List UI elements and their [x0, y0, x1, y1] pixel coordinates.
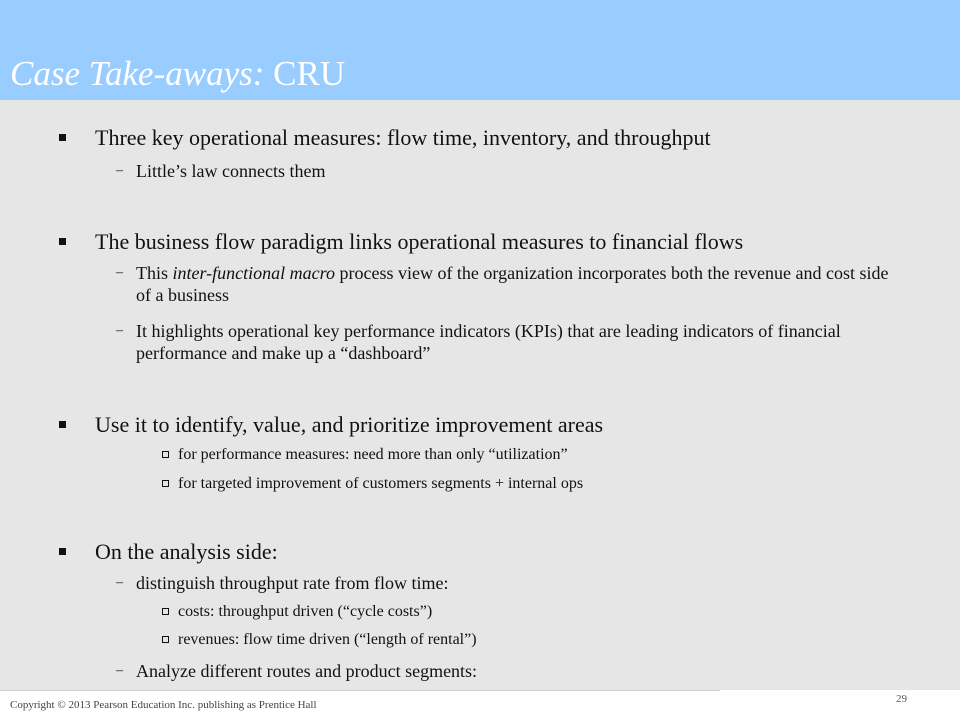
sub-bullet-throughput-vs-flow [116, 572, 896, 594]
checkbox-bullet-icon [162, 480, 169, 487]
sub-bullet-text: Little’s law connects them [136, 161, 326, 181]
bullet-business-flow [95, 230, 743, 254]
title-italic: Case Take-aways: [10, 54, 265, 93]
slide-footer [0, 690, 960, 720]
footer-divider [0, 690, 720, 691]
sub-bullet-text: It highlights operational key performance indicators (KPIs) that are leading indicators of financial performance and make up a “dashboard” [136, 321, 841, 363]
bullet-text: Use it to identify, value, and prioritize improvement areas [95, 412, 604, 437]
sub-bullet-text-pre: This [136, 263, 173, 283]
sub-sub-bullet-utilization [178, 445, 568, 465]
sub-sub-bullet-segments [178, 474, 583, 494]
checkbox-bullet-icon [162, 636, 169, 643]
bullet-operational-measures [95, 126, 711, 150]
square-bullet-icon [59, 238, 66, 245]
dash-bullet-icon: – [116, 323, 123, 338]
sub-bullet-text: Analyze different routes and product segments: [136, 661, 478, 681]
sub-bullet-text-post: process view of the organization incorporates both the revenue and cost side of a business [136, 263, 889, 305]
sub-sub-bullet-text: costs: throughput driven (“cycle costs”) [178, 603, 433, 620]
sub-sub-bullet-revenues [178, 630, 477, 650]
sub-sub-bullet-text: for performance measures: need more than only “utilization” [178, 446, 568, 463]
sub-sub-bullet-costs [178, 602, 432, 622]
dash-bullet-icon: – [116, 163, 123, 178]
sub-bullet-kpis [116, 320, 896, 364]
square-bullet-icon [59, 134, 66, 141]
bullet-text: On the analysis side: [95, 539, 278, 564]
square-bullet-icon [59, 548, 66, 555]
bullet-analysis-side [95, 540, 278, 564]
dash-bullet-icon: – [116, 663, 123, 678]
sub-bullet-littles-law [116, 160, 896, 182]
title-rest: CRU [264, 54, 346, 93]
checkbox-bullet-icon [162, 608, 169, 615]
sub-bullet-text: distinguish throughput rate from flow time: [136, 573, 449, 593]
square-bullet-icon [59, 421, 66, 428]
page-number: 29 [896, 693, 907, 705]
bullet-text: The business flow paradigm links operational measures to financial flows [95, 229, 744, 254]
copyright-text: Copyright © 2013 Pearson Education Inc. publishing as Prentice Hall [10, 699, 317, 711]
sub-bullet-routes-segments [116, 660, 896, 682]
sub-bullet-macro-process [116, 262, 896, 306]
bullet-improvement-areas [95, 413, 603, 437]
checkbox-bullet-icon [162, 451, 169, 458]
bullet-text: Three key operational measures: flow time, inventory, and throughput [95, 125, 711, 150]
sub-sub-bullet-text: for targeted improvement of customers segments + internal ops [178, 475, 584, 492]
sub-bullet-emphasis: inter-functional macro [172, 263, 335, 283]
dash-bullet-icon: – [116, 575, 123, 590]
sub-sub-bullet-text: revenues: flow time driven (“length of rental”) [178, 631, 477, 648]
dash-bullet-icon: – [116, 265, 123, 280]
